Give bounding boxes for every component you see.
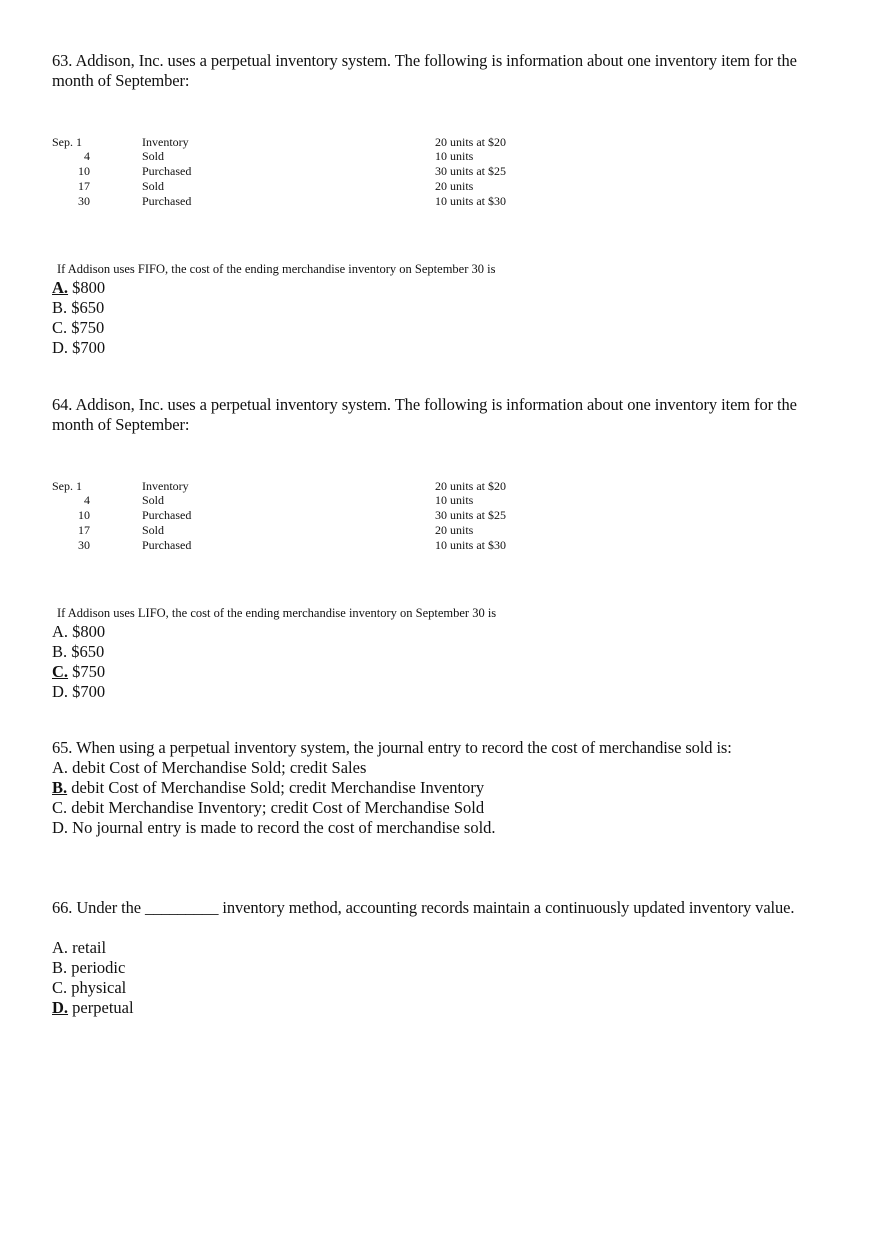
option-text: physical: [71, 978, 127, 997]
table-row: [52, 493, 532, 508]
question-text: Addison, Inc. uses a perpetual inventory system. The following is information about one inventory item for the month of September:: [52, 395, 797, 434]
question-64-prompt: If Addison uses LIFO, the cost of the ending merchandise inventory on September 30 is: [57, 606, 497, 620]
table-cell-day: 10: [78, 164, 90, 178]
table-cell-detail: 20 units at $20: [435, 135, 506, 149]
option-text: $750: [71, 318, 105, 337]
table-row: [52, 523, 532, 538]
question-63-prompt: If Addison uses FIFO, the cost of the ending merchandise inventory on September 30 is: [57, 262, 496, 276]
table-row: [52, 508, 532, 523]
option-text: debit Cost of Merchandise Sold; credit Merchandise Inventory: [71, 778, 485, 797]
table-cell-day: 17: [78, 523, 90, 537]
answer-option-b[interactable]: [52, 958, 134, 978]
question-number: 64.: [52, 395, 73, 414]
answer-option-a[interactable]: [52, 278, 105, 298]
table-cell-detail: 10 units at $30: [435, 538, 506, 552]
answer-option-c[interactable]: [52, 798, 496, 818]
table-row: [52, 179, 532, 194]
table-row: [52, 164, 532, 179]
answer-option-b[interactable]: [52, 298, 105, 318]
option-letter: B.: [52, 642, 68, 661]
option-letter: C.: [52, 978, 68, 997]
option-letter: C.: [52, 798, 68, 817]
question-text: Addison, Inc. uses a perpetual inventory system. The following is information about one inventory item for the month of September:: [52, 51, 797, 90]
table-cell-detail: 30 units at $25: [435, 164, 506, 178]
table-cell-activity: Purchased: [142, 194, 192, 208]
table-cell-activity: Purchased: [142, 508, 192, 522]
table-row: [52, 479, 532, 494]
table-row: [52, 149, 532, 164]
option-text: $700: [72, 338, 106, 357]
question-66-stem: [52, 898, 812, 918]
answer-option-b[interactable]: [52, 778, 496, 798]
option-text: No journal entry is made to record the cost of merchandise sold.: [72, 818, 496, 837]
table-cell-activity: Purchased: [142, 164, 192, 178]
table-cell-activity: Sold: [142, 149, 165, 163]
question-text: When using a perpetual inventory system, the journal entry to record the cost of merchandise sold is:: [76, 738, 732, 757]
answer-option-c[interactable]: [52, 318, 105, 338]
option-letter: C.: [52, 318, 68, 337]
table-cell-day: Sep. 1: [52, 135, 82, 149]
table-cell-detail: 10 units: [435, 493, 474, 507]
table-row: [52, 538, 532, 553]
answer-option-d[interactable]: [52, 338, 105, 358]
table-cell-detail: 30 units at $25: [435, 508, 506, 522]
table-cell-day: 17: [78, 179, 90, 193]
answer-option-c[interactable]: [52, 662, 105, 682]
table-row: [52, 194, 532, 209]
option-text: $800: [72, 622, 106, 641]
table-cell-detail: 20 units: [435, 523, 474, 537]
question-text: Under the _________ inventory method, accounting records maintain a continuously updated inventory value.: [76, 898, 795, 917]
option-letter-correct: D.: [52, 998, 69, 1017]
table-cell-activity: Purchased: [142, 538, 192, 552]
option-text: debit Cost of Merchandise Sold; credit Sales: [72, 758, 367, 777]
option-text: periodic: [71, 958, 126, 977]
table-cell-day: 4: [84, 149, 90, 163]
question-65-options: [52, 758, 496, 838]
table-cell-detail: 10 units at $30: [435, 194, 506, 208]
question-64-stem: [52, 395, 832, 435]
question-number: 66.: [52, 898, 73, 917]
option-letter-correct: C.: [52, 662, 69, 681]
table-cell-day: 30: [78, 194, 90, 208]
option-letter-correct: B.: [52, 778, 68, 797]
answer-option-a[interactable]: [52, 938, 134, 958]
option-letter: B.: [52, 298, 68, 317]
option-text: $700: [72, 682, 106, 701]
table-cell-detail: 20 units: [435, 179, 474, 193]
option-text: $750: [72, 662, 106, 681]
option-letter: A.: [52, 938, 69, 957]
option-letter: D.: [52, 682, 69, 701]
question-66-options: [52, 938, 134, 1018]
table-cell-day: Sep. 1: [52, 479, 82, 493]
answer-option-c[interactable]: [52, 978, 134, 998]
table-cell-activity: Inventory: [142, 479, 189, 493]
table-cell-day: 10: [78, 508, 90, 522]
option-letter: D.: [52, 818, 69, 837]
table-row: [52, 135, 532, 150]
question-65-stem: [52, 738, 832, 758]
answer-option-b[interactable]: [52, 642, 105, 662]
table-cell-activity: Inventory: [142, 135, 189, 149]
option-letter: D.: [52, 338, 69, 357]
answer-option-d[interactable]: [52, 998, 134, 1018]
question-63-stem: [52, 51, 832, 91]
option-text: debit Merchandise Inventory; credit Cost of Merchandise Sold: [71, 798, 485, 817]
question-number: 65.: [52, 738, 73, 757]
table-cell-detail: 10 units: [435, 149, 474, 163]
question-number: 63.: [52, 51, 73, 70]
answer-option-a[interactable]: [52, 758, 496, 778]
table-cell-day: 4: [84, 493, 90, 507]
question-64-options: [52, 622, 105, 702]
option-letter: A.: [52, 758, 69, 777]
table-cell-activity: Sold: [142, 523, 165, 537]
option-text: $650: [71, 642, 105, 661]
table-cell-activity: Sold: [142, 179, 165, 193]
option-text: perpetual: [72, 998, 134, 1017]
option-letter-correct: A.: [52, 278, 69, 297]
answer-option-d[interactable]: [52, 818, 496, 838]
option-letter: B.: [52, 958, 68, 977]
answer-option-d[interactable]: [52, 682, 105, 702]
option-letter: A.: [52, 622, 69, 641]
table-cell-day: 30: [78, 538, 90, 552]
table-cell-activity: Sold: [142, 493, 165, 507]
answer-option-a[interactable]: [52, 622, 105, 642]
option-text: $650: [71, 298, 105, 317]
table-cell-detail: 20 units at $20: [435, 479, 506, 493]
option-text: retail: [72, 938, 107, 957]
question-63-options: [52, 278, 105, 358]
option-text: $800: [72, 278, 106, 297]
